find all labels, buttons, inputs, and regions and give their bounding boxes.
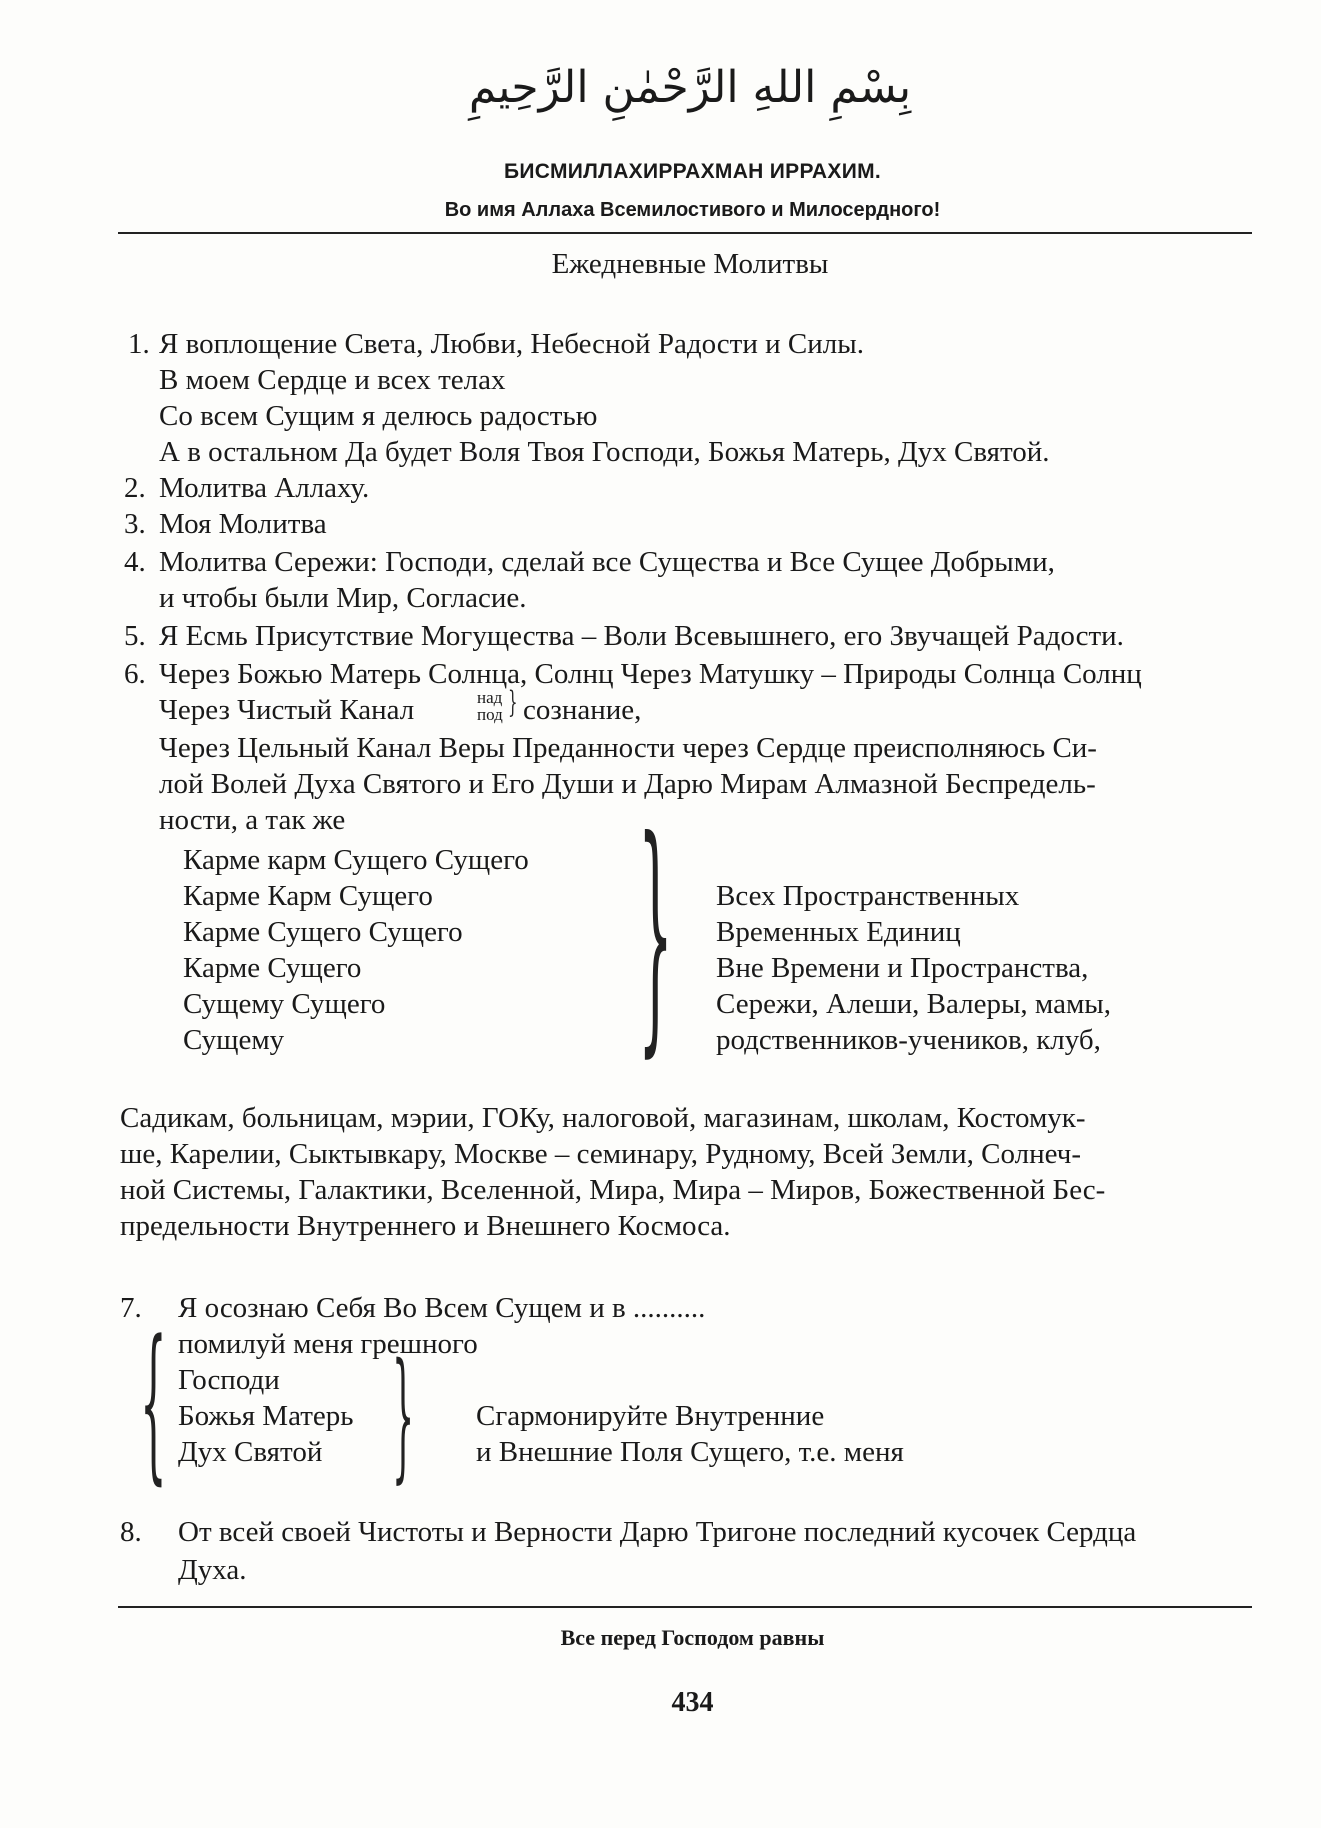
item4-line: Молитва Сережи: Господи, сделай все Существа и Все Сущее Добрыми, xyxy=(159,546,1055,578)
item-number: 3. xyxy=(124,508,146,540)
item-number: 2. xyxy=(124,472,146,504)
header-subtitle: Во имя Аллаха Всемилостивого и Милосердного! xyxy=(444,199,941,221)
item4-line: и чтобы были Мир, Согласие. xyxy=(159,582,527,614)
item-number: 4. xyxy=(124,546,146,578)
page-title: Ежедневные Молитвы xyxy=(551,248,829,280)
left-list-item: Карме Сущего xyxy=(183,952,362,984)
item6-line: ности, а так же xyxy=(159,804,346,836)
item8-line: Духа. xyxy=(178,1554,247,1586)
right-curly-brace: } xyxy=(392,1334,415,1497)
item7-right-item: Сгармонируйте Внутренние xyxy=(476,1400,825,1432)
item-number: 8. xyxy=(120,1516,142,1548)
item8-line: От всей своей Чистоты и Верности Дарю Тригоне последний кусочек Сердца xyxy=(178,1516,1137,1548)
footer-text: Все перед Господом равны xyxy=(560,1625,825,1650)
item7-left-item: Господи xyxy=(178,1364,280,1396)
item3-text: Моя Молитва xyxy=(159,508,327,540)
header-divider xyxy=(118,232,1252,234)
item-number: 5. xyxy=(124,620,146,652)
right-list-item: Вне Времени и Пространства, xyxy=(716,952,1089,984)
left-list-item: Карме карм Сущего Сущего xyxy=(183,844,529,876)
over-label: над xyxy=(477,688,503,707)
item1-line: Со всем Сущим я делюсь радостью xyxy=(159,400,598,432)
item1-line: А в остальном Да будет Воля Твоя Господи, Божья Матерь, Дух Святой. xyxy=(159,436,1050,468)
right-list-item: Временных Единиц xyxy=(716,916,961,948)
item-number: 7. xyxy=(120,1292,142,1324)
footer-divider xyxy=(118,1606,1252,1608)
right-list-item: Всех Пространственных xyxy=(716,880,1020,912)
header-title: БИСМИЛЛАХИРРАХМАН ИРРАХИМ. xyxy=(503,160,882,183)
page-number: 434 xyxy=(671,1687,714,1718)
paragraph-line: ной Системы, Галактики, Вселенной, Мира, Мира – Миров, Божественной Бес- xyxy=(120,1174,1106,1206)
item1-line: Я воплощение Света, Любви, Небесной Радости и Силы. xyxy=(159,328,864,360)
item6-line: сознание, xyxy=(523,694,642,726)
small-brace: } xyxy=(508,685,518,720)
right-curly-brace: } xyxy=(638,787,673,1078)
left-list-item: Карме Карм Сущего xyxy=(183,880,433,912)
left-curly-brace: { xyxy=(140,1304,167,1500)
left-list-item: Сущему Сущего xyxy=(183,988,386,1020)
left-list-item: Сущему xyxy=(183,1024,285,1056)
item5-text: Я Есмь Присутствие Могущества – Воли Всевышнего, его Звучащей Радости. xyxy=(159,620,1124,652)
item6-line: Через Божью Матерь Солнца, Солнц Через Матушку – Природы Солнца Солнц xyxy=(159,658,1142,690)
left-list-item: Карме Сущего Сущего xyxy=(183,916,463,948)
item-number: 1. xyxy=(128,328,150,360)
item7-left-item: Божья Матерь xyxy=(178,1400,354,1432)
right-list-item: родственников-учеников, клуб, xyxy=(716,1024,1101,1056)
right-list-item: Сережи, Алеши, Валеры, мамы, xyxy=(716,988,1112,1020)
item6-line: лой Волей Духа Святого и Его Души и Дарю Мирам Алмазной Беспредель- xyxy=(159,768,1096,800)
item7-line: Я осознаю Себя Во Всем Сущем и в .......... xyxy=(178,1292,706,1324)
item7-right-item: и Внешние Поля Сущего, т.е. меня xyxy=(476,1436,904,1468)
paragraph-line: Садикам, больницам, мэрии, ГОКу, налоговой, магазинам, школам, Костомук- xyxy=(120,1102,1086,1134)
item6-line: Через Чистый Канал xyxy=(159,694,415,726)
item7-left-item: Дух Святой xyxy=(178,1436,323,1468)
paragraph-line: ше, Карелии, Сыктывкару, Москве – семинару, Рудному, Всей Земли, Солнеч- xyxy=(120,1138,1082,1170)
item7-left-item: помилуй меня грешного xyxy=(178,1328,478,1360)
paragraph-line: предельности Внутреннего и Внешнего Космоса. xyxy=(120,1210,731,1242)
item6-line: Через Цельный Канал Веры Преданности через Сердце преисполняюсь Си- xyxy=(159,732,1097,764)
under-label: под xyxy=(477,705,503,724)
item1-line: В моем Сердце и всех телах xyxy=(159,364,506,396)
bismillah-calligraphy: بِسْمِ اللهِ الرَّحْمٰنِ الرَّحِيمِ xyxy=(468,62,912,113)
item-number: 6. xyxy=(124,658,146,690)
item2-text: Молитва Аллаху. xyxy=(159,472,370,504)
